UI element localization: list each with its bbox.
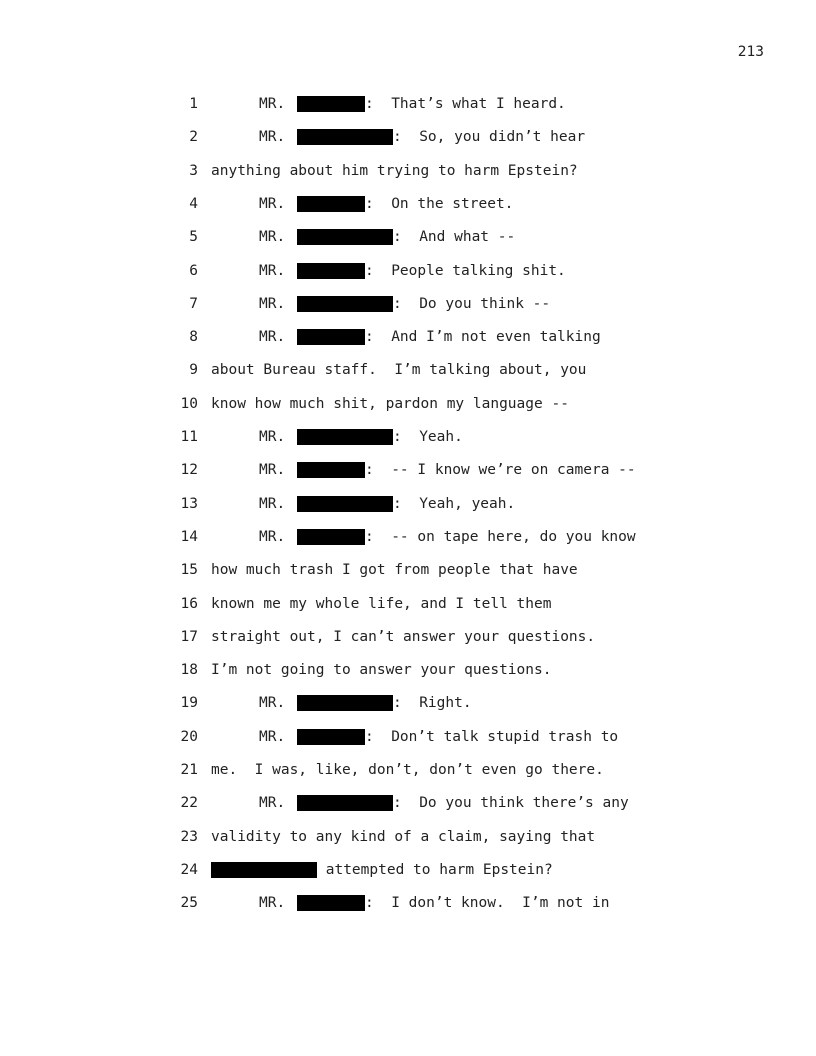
dialogue-text: : Yeah, yeah. [393,495,516,512]
speaker-label: MR. [259,129,286,146]
transcript-line [0,227,816,247]
line-number: 3 [189,162,198,179]
redaction-box [297,296,393,312]
line-number: 13 [180,495,198,512]
line-number: 24 [180,861,198,878]
speaker-label: MR. [259,462,286,479]
redaction-box [297,229,393,245]
line-number: 20 [180,728,198,745]
line-number: 19 [180,695,198,712]
continuation-text: anything about him trying to harm Epstein? [211,162,578,179]
redaction-box [297,429,393,445]
transcript-line [0,793,816,813]
speaker-label: MR. [259,195,286,212]
transcript-line [0,627,816,647]
transcript-line [0,394,816,414]
dialogue-text: : Do you think -- [393,295,551,312]
transcript-line [0,94,816,114]
redaction-box [297,462,365,478]
transcript-line [0,194,816,214]
dialogue-text: : Don’t talk stupid trash to [365,728,619,745]
transcript-line [0,693,816,713]
line-number: 21 [180,762,198,778]
continuation-text: me. I was, like, don’t, don’t even go there. [211,762,604,778]
speaker-label: MR. [259,429,286,445]
line-number: 9 [189,362,198,379]
redaction-box [297,496,393,512]
line-number: 5 [189,229,198,246]
redaction-box [297,695,393,711]
speaker-label: MR. [259,295,286,312]
transcript-line [0,494,816,514]
line-number: 10 [180,395,198,412]
transcript-line [0,527,816,547]
speaker-label: MR. [259,895,286,912]
dialogue-text: : And I’m not even talking [365,329,601,346]
dialogue-text: : So, you didn’t hear [393,129,586,146]
continuation-text: how much trash I got from people that have [211,562,578,579]
transcript-line [0,893,816,913]
continuation-text: known me my whole life, and I tell them [211,595,552,612]
line-number: 23 [180,828,198,845]
transcript-line [0,327,816,347]
continuation-text: validity to any kind of a claim, saying that [211,828,596,845]
line-number: 12 [180,462,198,479]
dialogue-text: : People talking shit. [365,262,566,279]
dialogue-text: : Yeah. [393,429,463,445]
transcript-line [0,827,816,847]
speaker-label: MR. [259,329,286,346]
dialogue-text: : -- I know we’re on camera -- [365,462,636,479]
transcript-line [0,161,816,181]
speaker-label: MR. [259,695,286,712]
transcript-line [0,660,816,680]
line-number: 22 [180,795,198,812]
line-number: 18 [180,662,198,679]
line-number: 6 [189,262,198,279]
continuation-text: know how much shit, pardon my language -- [211,395,569,412]
speaker-label: MR. [259,229,286,246]
line-number: 4 [189,195,198,212]
speaker-label: MR. [259,795,286,812]
dialogue-text: attempted to harm Epstein? [317,861,553,878]
continuation-text: I’m not going to answer your questions. [211,662,552,679]
line-number: 8 [189,329,198,346]
line-number: 7 [189,295,198,312]
redaction-box [211,862,317,878]
line-number: 17 [180,628,198,645]
transcript-line [0,427,816,447]
transcript-line [0,760,816,780]
speaker-label: MR. [259,495,286,512]
speaker-label: MR. [259,528,286,545]
continuation-text: about Bureau staff. I’m talking about, you [211,362,587,379]
dialogue-text: : Do you think there’s any [393,795,629,812]
redaction-box [297,329,365,345]
transcript-line [0,727,816,747]
transcript-line [0,460,816,480]
line-number: 1 [189,96,198,112]
dialogue-text: : And what -- [393,229,516,246]
transcript-line [0,860,816,880]
redaction-box [297,895,365,911]
transcript-line [0,127,816,147]
redaction-box [297,129,393,145]
dialogue-text: : That’s what I heard. [365,96,566,112]
dialogue-text: : Right. [393,695,472,712]
transcript-line [0,360,816,380]
line-number: 25 [180,895,198,912]
line-number: 15 [180,562,198,579]
redaction-box [297,729,365,745]
page-number: 213 [737,44,764,60]
transcript-line [0,294,816,314]
continuation-text: straight out, I can’t answer your questions. [211,628,596,645]
redaction-box [297,96,365,112]
speaker-label: MR. [259,728,286,745]
redaction-box [297,795,393,811]
transcript-line [0,261,816,281]
speaker-label: MR. [259,96,286,112]
line-number: 16 [180,595,198,612]
dialogue-text: : I don’t know. I’m not in [365,895,610,912]
transcript-line [0,594,816,614]
line-number: 2 [189,129,198,146]
redaction-box [297,196,365,212]
redaction-box [297,529,365,545]
line-number: 14 [180,528,198,545]
dialogue-text: : -- on tape here, do you know [365,528,636,545]
redaction-box [297,263,365,279]
speaker-label: MR. [259,262,286,279]
dialogue-text: : On the street. [365,195,514,212]
line-number: 11 [180,429,198,445]
transcript-line [0,560,816,580]
